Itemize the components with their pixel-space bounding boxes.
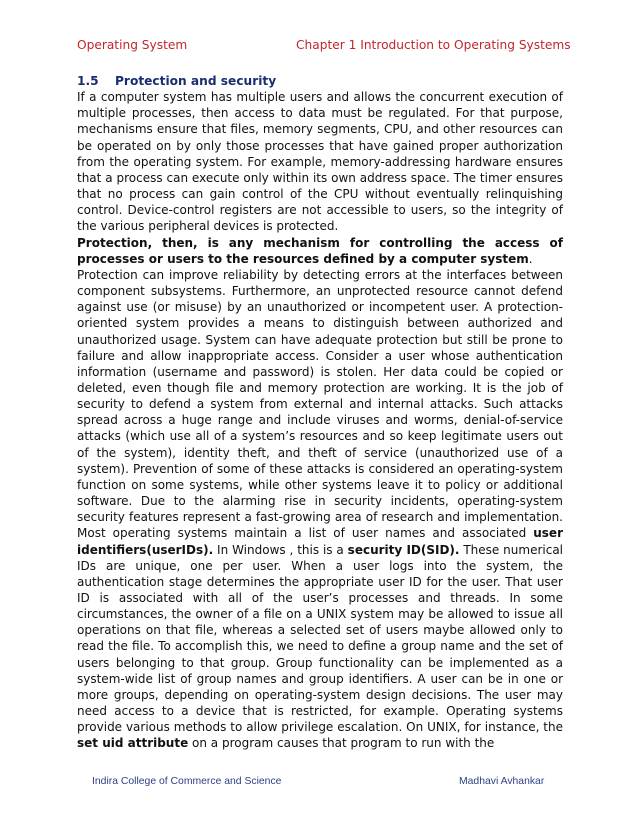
term-security-id: security ID(SID). [347,542,460,557]
section-title: Protection and security [115,74,277,88]
section-heading [77,73,563,89]
running-header-right: Chapter 1 Introduction to Operating Systems [296,38,571,52]
paragraph-protection [77,267,563,752]
text-run-1: Protection can improve reliability by detecting errors at the interfaces between component subsystems. Furthermore, an unprotected resource cannot defend against use (or misuse) by an unauthorized or incompetent user. A protection-oriented system provides a means to distinguish between authorized and unauthorized usage. System can have adequate protection but still be prone to failure and allow inappropriate access. Consider a user whose authentication information (username and password) is stolen. Her data could be copied or deleted, even though file and memory protection are working. It is the job of security to defend a system from external and internal attacks. Such attacks spread across a huge range and include viruses and worms, denial-of-service attacks (which use all of a system’s resources and so keep legitimate users out of the system), identity theft, and theft of service (unauthorized use of a system). Prevention of some of these attacks is considered an operating-system function on some systems, while other systems leave it to policy or additional software. Due to the alarming rise in security incidents, operating-system security features represent a fast-growing area of research and implementation. Most operating systems maintain a list of user names and associated [77,267,563,541]
paragraph-intro: If a computer system has multiple users and allows the concurrent execution of multiple processes, then access to data must be regulated. For that purpose, mechanisms ensure that files, memory segments, CPU, and other resources can be operated on by only those processes that have gained proper authorization from the operating system. For example, memory-addressing hardware ensures that a process can execute only within its own address space. The timer ensures that no process can gain control of the CPU without eventually relinquishing control. Device-control registers are not accessible to users, so the integrity of the various peripheral devices is protected. [77,90,563,234]
section-number: 1.5 [77,74,99,88]
definition-end: . [528,251,533,266]
definition-bold-text: Protection, then, is any mechanism for controlling the access of processes or users to the resources defined by a computer system [77,235,563,266]
text-run-2: In Windows , this is a [213,542,348,557]
definition-paragraph [77,235,563,267]
page-body [77,73,563,752]
text-run-4: on a program causes that program to run with the [188,736,495,751]
text-run-3: These numerical IDs are unique, one per user. When a user logs into the system, the authentication stage determines the appropriate user ID for the user. That user ID is associated with all of the user’s processes and threads. In some circumstances, the owner of a file on a UNIX system may be allowed to issue all operations on that file, whereas a selected set of users maybe allowed only to read the file. To accomplish this, we need to define a group name and the set of users belonging to that group. Group functionality can be implemented as a system-wide list of group names and group identifiers. A user can be in one or more groups, depending on operating-system design decisions. The user may need access to a device that is restricted, for example. Operating systems provide various methods to allow privilege escalation. On UNIX, for instance, the [77,542,564,735]
footer-right: Madhavi Avhankar [459,776,545,787]
running-header-left: Operating System [77,38,188,52]
term-user-identifiers: user identifiers(userIDs). [77,526,563,557]
footer-left: Indira College of Commerce and Science [92,776,282,787]
term-set-uid-attribute: set uid attribute [77,736,189,751]
